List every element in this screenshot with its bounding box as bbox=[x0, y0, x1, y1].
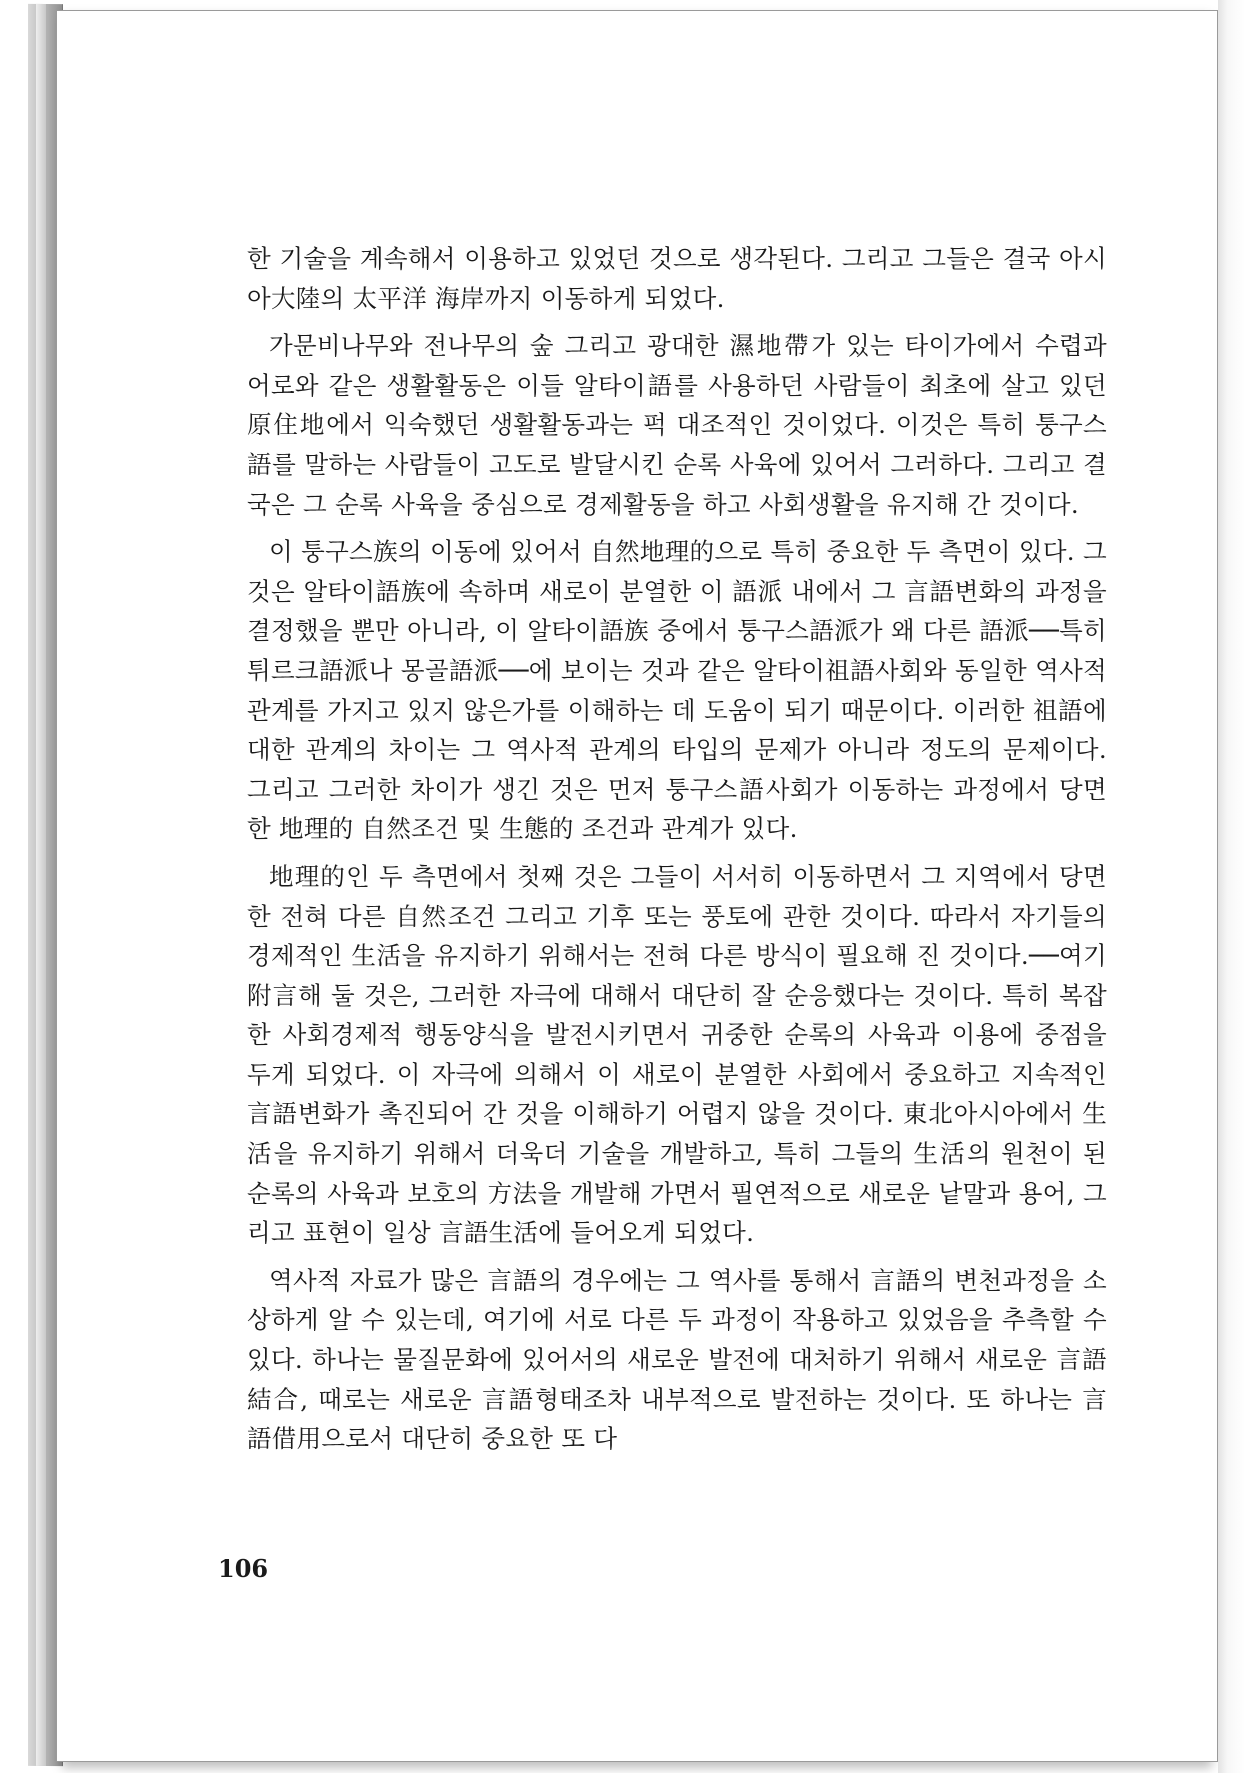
page-body-text bbox=[247, 239, 1107, 1467]
paragraph-1: 한 기술을 계속해서 이용하고 있었던 것으로 생각된다. 그리고 그들은 결국 아시아大陸의 太平洋 海岸까지 이동하게 되었다. bbox=[247, 244, 1107, 313]
paragraph-5: 역사적 자료가 많은 言語의 경우에는 그 역사를 통해서 言語의 변천과정을 소상하게 알 수 있는데, 여기에 서로 다른 두 과정이 작용하고 있었음을 추측할 수 있다. 하나는 물질문화에 있어서의 새로운 발전에 대처하기 위해서 새로운 言語結合, 때로는 새로운 言語형태조차 내부적으로 발전하는 것이다. 또 하나는 言語借用으로서 대단히 중요한 또 다 bbox=[247, 1265, 1107, 1454]
book-right-edge bbox=[1218, 0, 1245, 1773]
book-page bbox=[56, 10, 1218, 1762]
paragraph-3: 이 퉁구스族의 이동에 있어서 自然地理的으로 특히 중요한 두 측면이 있다. 그것은 알타이語族에 속하며 새로이 분열한 이 語派 내에서 그 言語변화의 과정을 결정했을 뿐만 아니라, 이 알타이語族 중에서 퉁구스語派가 왜 다른 語派──특히 튀르크語派나 몽골語派──에 보이는 것과 같은 알타이祖語사회와 동일한 역사적 관계를 가지고 있지 않은가를 이해하는 데 도움이 되기 때문이다. 이러한 祖語에 대한 관계의 차이는 그 역사적 관계의 타입의 문제가 아니라 정도의 문제이다. 그리고 그러한 차이가 생긴 것은 먼저 퉁구스語사회가 이동하는 과정에서 당면한 地理的 自然조건 및 生態的 조건과 관계가 있다. bbox=[247, 537, 1107, 844]
paragraph-2: 가문비나무와 전나무의 숲 그리고 광대한 濕地帶가 있는 타이가에서 수렵과 어로와 같은 생활활동은 이들 알타이語를 사용하던 사람들이 최초에 살고 있던 原住地에서 익숙했던 생활활동과는 퍽 대조적인 것이었다. 이것은 특히 퉁구스語를 말하는 사람들이 고도로 발달시킨 순록 사육에 있어서 그러하다. 그리고 결국은 그 순록 사육을 중심으로 경제활동을 하고 사회생활을 유지해 간 것이다. bbox=[247, 331, 1107, 519]
page-number: 106 bbox=[218, 1554, 269, 1583]
paragraph-4: 地理的인 두 측면에서 첫째 것은 그들이 서서히 이동하면서 그 지역에서 당면한 전혀 다른 自然조건 그리고 기후 또는 풍토에 관한 것이다. 따라서 자기들의 경제적인 生活을 유지하기 위해서는 전혀 다른 방식이 필요해 진 것이다.──여기 附言해 둘 것은, 그러한 자극에 대해서 대단히 잘 순응했다는 것이다. 특히 복잡한 사회경제적 행동양식을 발전시키면서 귀중한 순록의 사육과 이용에 중점을 두게 되었다. 이 자극에 의해서 이 새로이 분열한 사회에서 중요하고 지속적인 言語변화가 촉진되어 간 것을 이해하기 어렵지 않을 것이다. 東北아시아에서 生活을 유지하기 위해서 더욱더 기술을 개발하고, 특히 그들의 生活의 원천이 된 순록의 사육과 보호의 方法을 개발해 가면서 필연적으로 새로운 낱말과 용어, 그리고 표현이 일상 言語生活에 들어오게 되었다. bbox=[247, 861, 1107, 1248]
